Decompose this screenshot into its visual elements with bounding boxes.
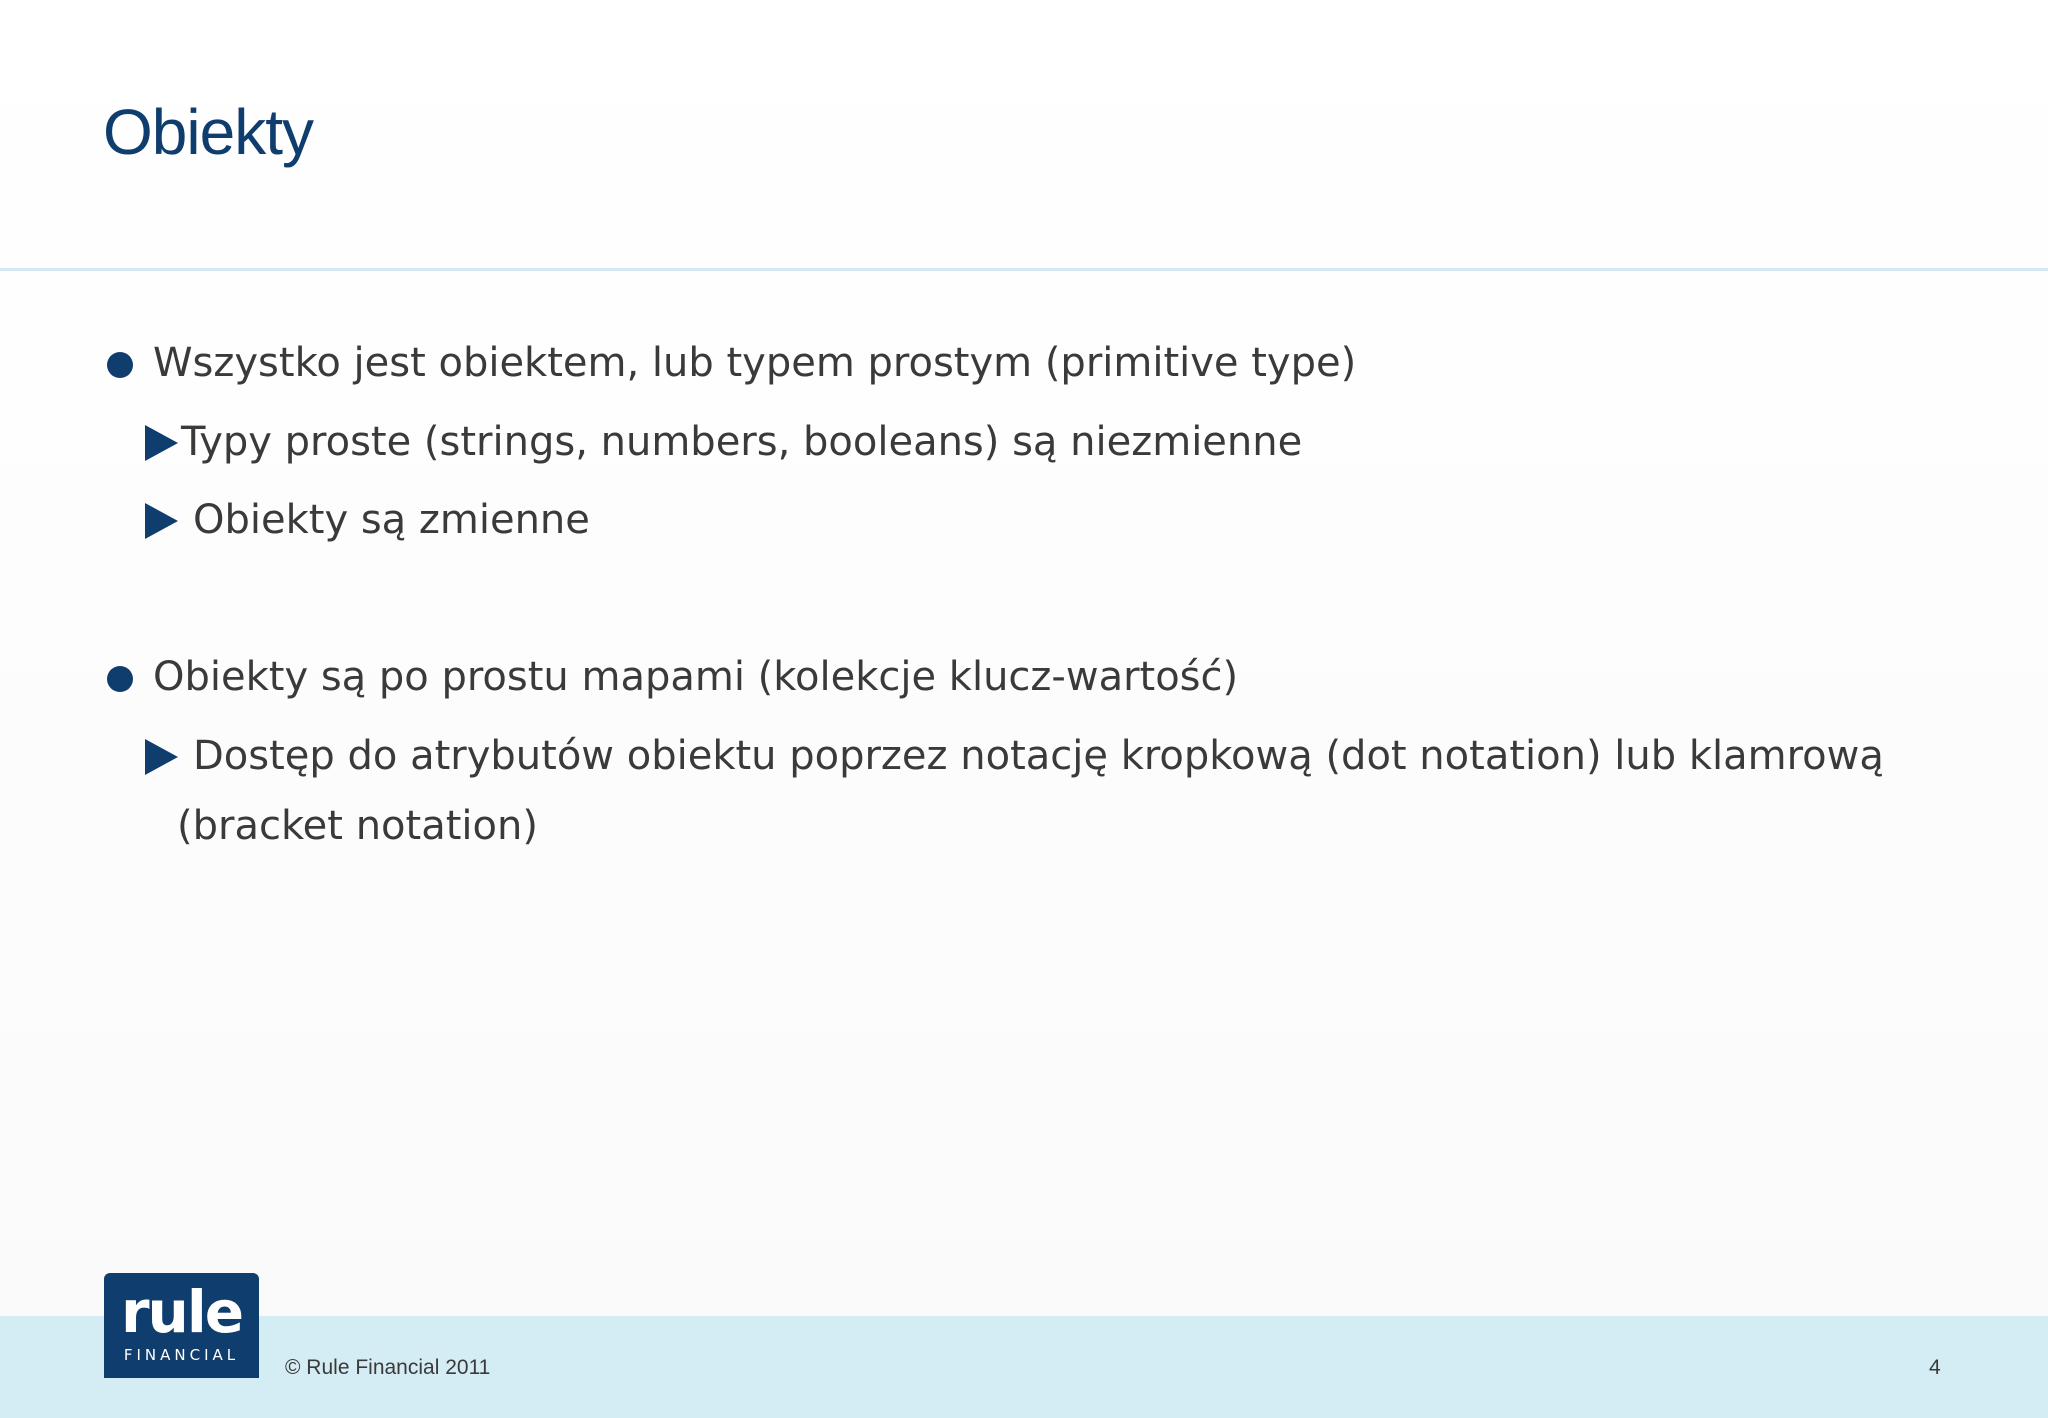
logo-subtitle: FINANCIAL [123,1346,240,1364]
bullet-dot-icon [107,666,133,692]
page-number: 4 [1929,1356,1941,1379]
slide-title: Obiekty [103,96,313,168]
bullet-text: Obiekty są po prostu mapami (kolekcje klucz-wartość) [153,654,1239,700]
sub-bullet-triangle-icon [145,739,178,775]
rule-financial-logo [104,1273,259,1378]
logo-wordmark: rule [120,1278,243,1346]
sub-bullet-text: Dostęp do atrybutów obiektu poprzez notację kropkową (dot notation) lub klamrową [193,733,1884,779]
bullet-text: Wszystko jest obiektem, lub typem prostym (primitive type) [153,340,1357,386]
bullet-dot-icon [107,352,133,378]
title-divider [0,268,2048,271]
sub-bullet-text: Obiekty są zmienne [193,497,590,543]
sub-bullet-triangle-icon [145,503,178,539]
copyright-notice: © Rule Financial 2011 [285,1356,491,1379]
sub-bullet-text: Typy proste (strings, numbers, booleans) są niezmienne [181,419,1303,465]
sub-bullet-triangle-icon [145,425,178,461]
sub-bullet-text-continued: (bracket notation) [177,803,538,849]
